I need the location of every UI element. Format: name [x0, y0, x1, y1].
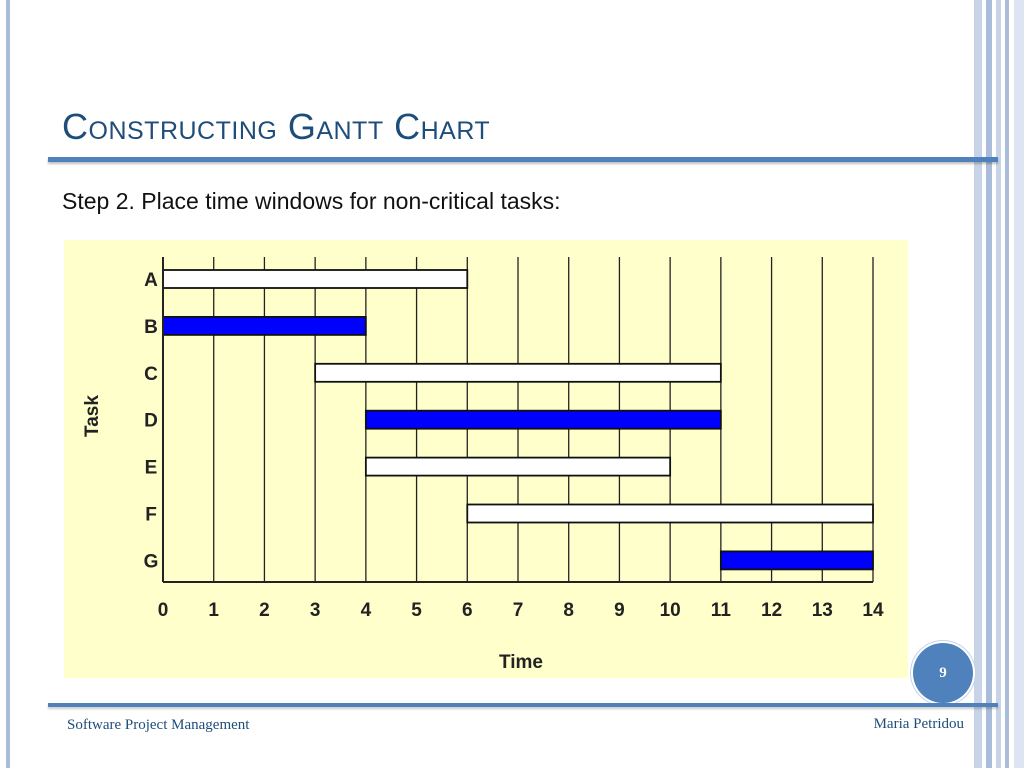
task-bar-d [366, 411, 721, 429]
task-bar-a [163, 270, 467, 288]
footer-rule [48, 703, 998, 707]
task-label: G [143, 551, 159, 573]
x-tick-label: 2 [259, 600, 270, 621]
x-tick-label: 13 [811, 600, 833, 621]
slide-title: Constructing Gantt Chart [62, 106, 491, 147]
task-label: D [144, 410, 158, 432]
page-number-badge: 9 [913, 643, 973, 703]
x-tick-label: 12 [761, 600, 783, 621]
task-bar-f [467, 505, 873, 523]
task-bar-e [366, 458, 670, 476]
x-tick-label: 7 [512, 600, 524, 621]
x-tick-label: 9 [614, 600, 625, 621]
footer-course-name: Software Project Management [67, 717, 250, 733]
x-axis-label: Time [498, 652, 544, 673]
task-label: B [144, 316, 158, 338]
x-tick-label: 1 [208, 600, 220, 621]
footer-author: Maria Petridou [873, 716, 964, 732]
task-bar-c [315, 364, 721, 382]
x-tick-label: 4 [360, 600, 372, 621]
task-label: A [144, 270, 158, 291]
x-tick-label: 5 [411, 600, 422, 621]
step-instruction: Step 2. Place time windows for non-critical tasks: [62, 188, 561, 214]
x-tick-label: 10 [659, 600, 681, 621]
task-bar-b [163, 317, 366, 335]
x-tick-label: 11 [710, 600, 731, 621]
task-label: F [145, 504, 157, 526]
x-tick-label: 8 [563, 600, 575, 621]
x-tick-label: 14 [862, 600, 884, 621]
x-tick-label: 0 [157, 600, 169, 621]
y-axis-label: Task [82, 395, 103, 437]
x-tick-label: 3 [309, 600, 321, 621]
x-tick-label: 6 [461, 600, 473, 621]
x-tick-labels [158, 600, 884, 621]
task-label: C [144, 363, 158, 385]
task-bar-g [721, 551, 873, 569]
task-label: E [144, 457, 158, 479]
